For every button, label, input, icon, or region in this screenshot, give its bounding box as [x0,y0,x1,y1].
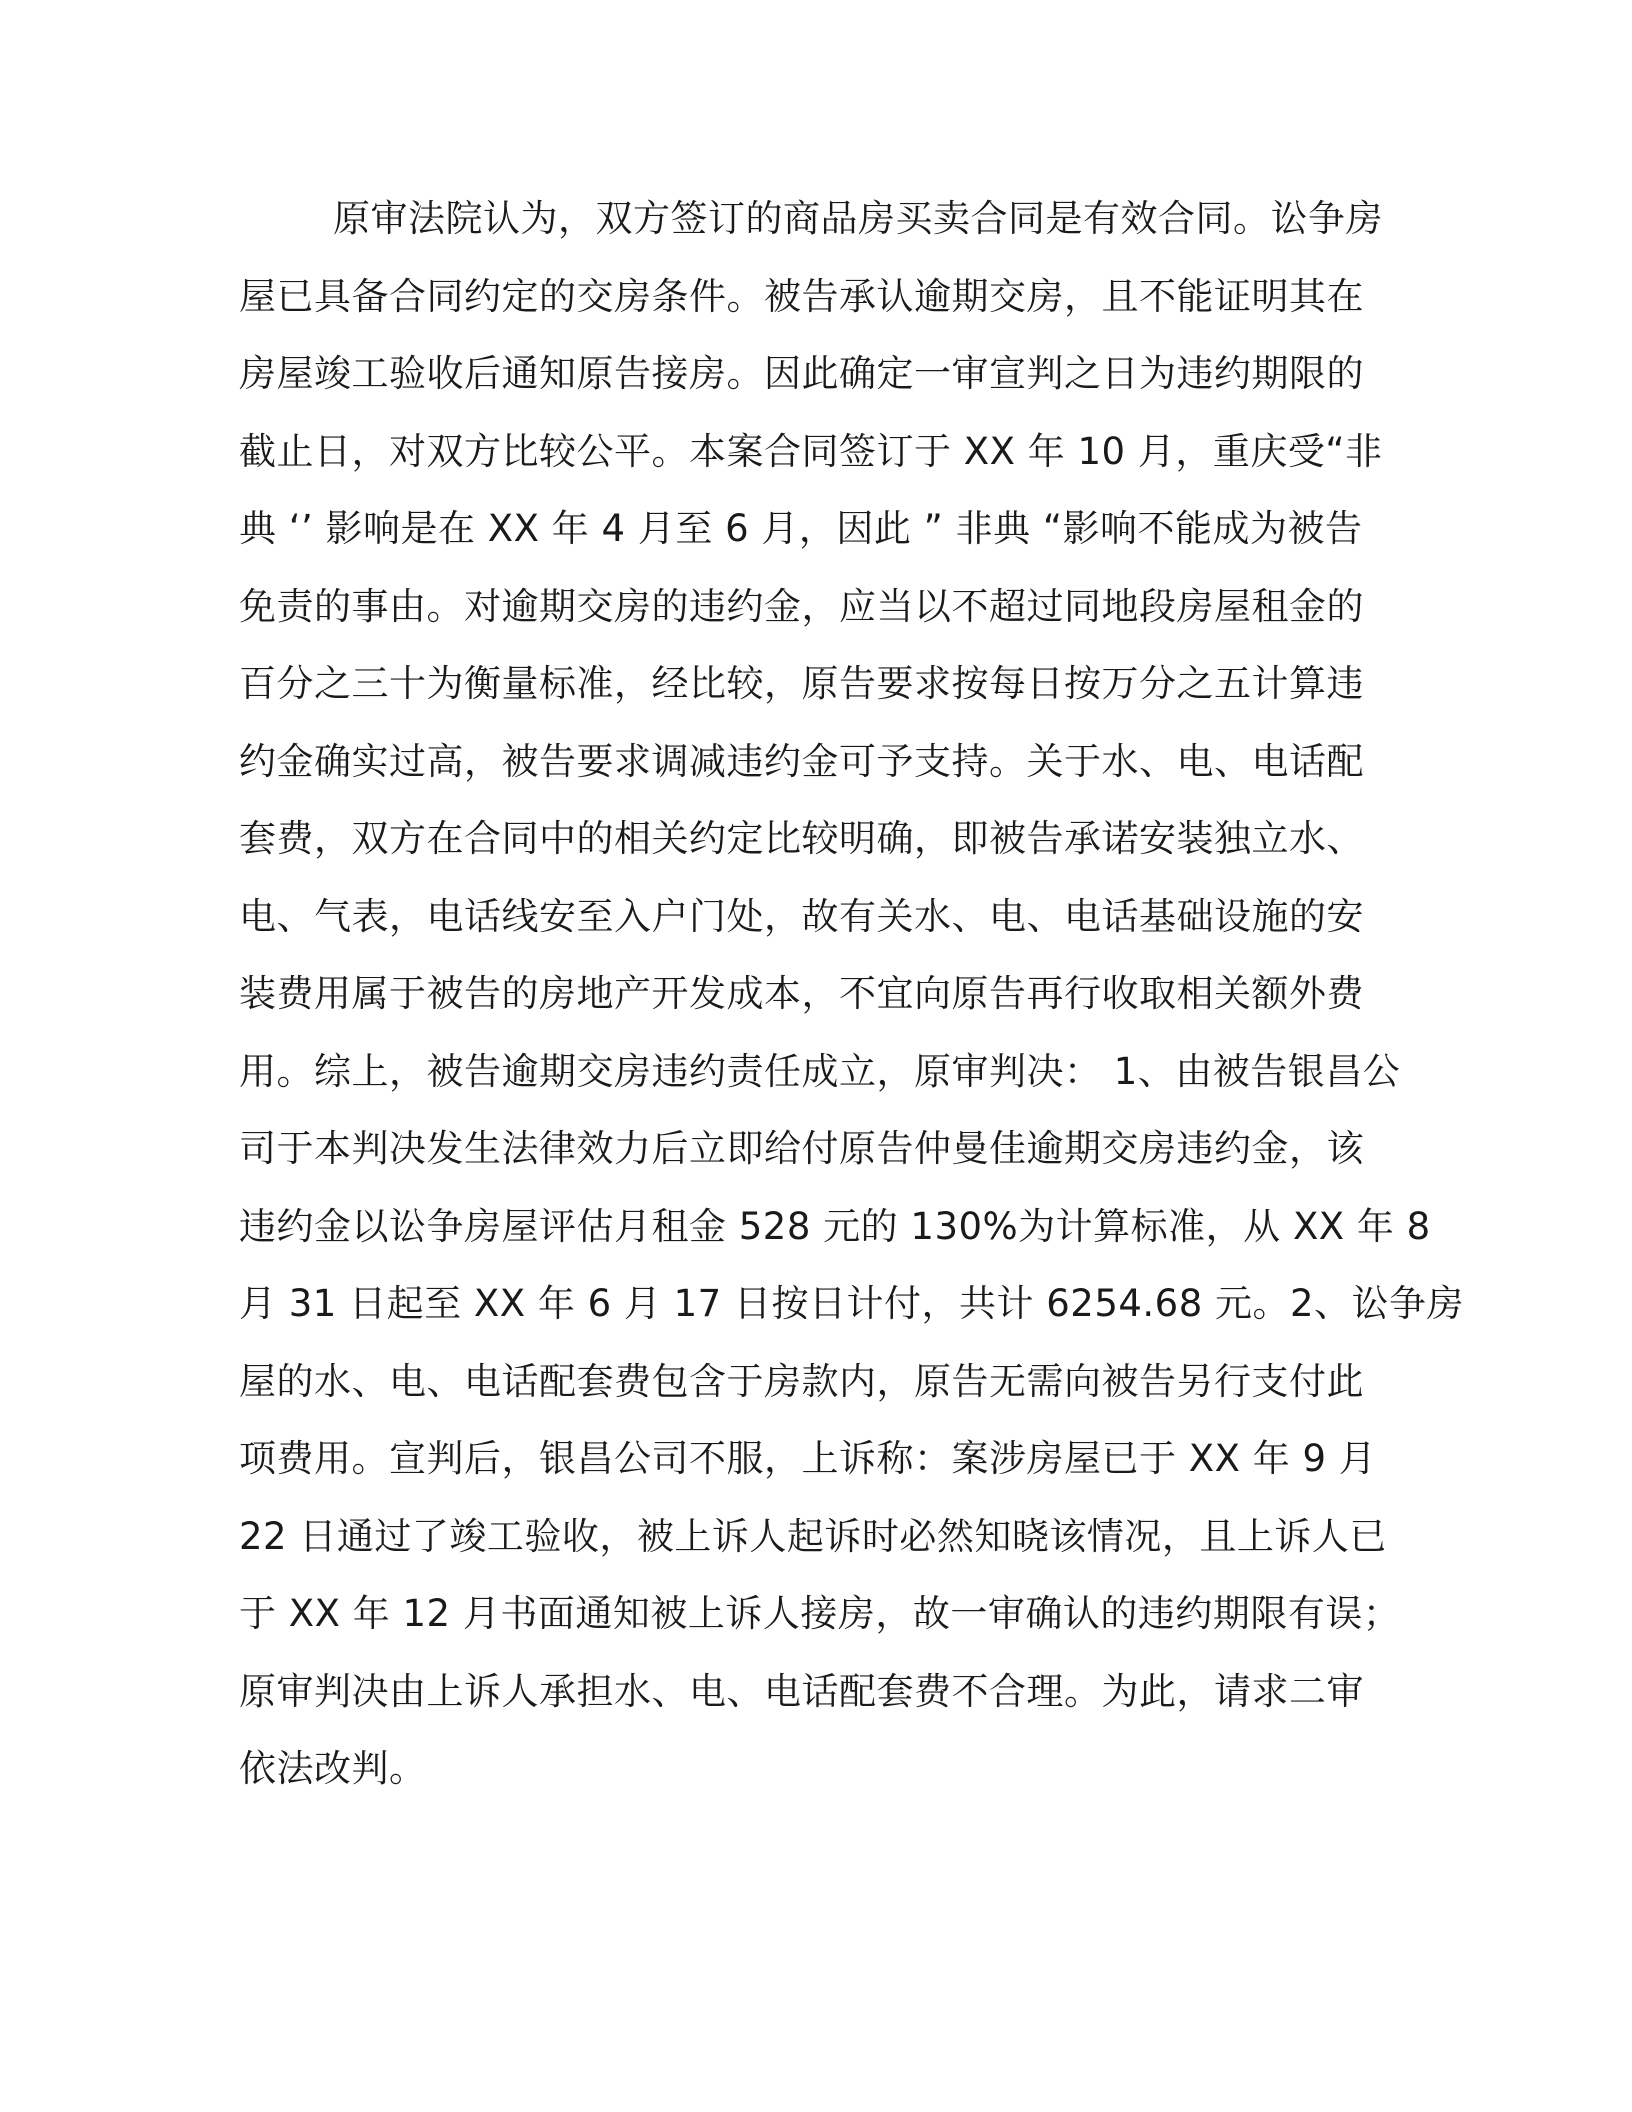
text-line: 月 31 日起至 XX 年 6 月 17 日按日计付，共计 6254.68 元。2、讼争房 [239,1282,1465,1325]
text-line: 22 日通过了竣工验收，被上诉人起诉时必然知晓该情况，且上诉人已 [239,1514,1387,1558]
text-line: 原审法院认为，双方签订的商品房买卖合同是有效合同。讼争房 [333,197,1383,240]
text-line: 依法改判。 [239,1747,427,1790]
text-line: 房屋竣工验收后通知原告接房。因此确定一审宣判之日为违约期限的 [239,352,1364,395]
text-line: 电、气表，电话线安至入户门处，故有关水、电、电话基础设施的安 [239,894,1364,938]
body-paragraph [239,188,1465,1816]
text-line: 原审判决由上诉人承担水、电、电话配套费不合理。为此，请求二审 [239,1669,1364,1713]
text-line: 屋已具备合同约定的交房条件。被告承认逾期交房，且不能证明其在 [239,274,1364,318]
text-line: 典 ‘’ 影响是在 XX 年 4 月至 6 月，因此 ” 非典 “影响不能成为被告 [239,507,1363,550]
text-line: 免责的事由。对逾期交房的违约金，应当以不超过同地段房屋租金的 [239,584,1364,628]
text-line: 用。综上，被告逾期交房违约责任成立，原审判决： 1、由被告银昌公 [239,1049,1401,1093]
text-line: 违约金以讼争房屋评估月租金 528 元的 130%为计算标准，从 XX 年 8 [239,1204,1431,1248]
text-line: 司于本判决发生法律效力后立即给付原告仲曼佳逾期交房违约金，该 [239,1127,1364,1170]
text-line: 装费用属于被告的房地产开发成本，不宜向原告再行收取相关额外费 [239,972,1364,1015]
text-line: 项费用。宣判后，银昌公司不服，上诉称：案涉房屋已于 XX 年 9 月 [239,1437,1377,1480]
text-line: 于 XX 年 12 月书面通知被上诉人接房，故一审确认的违约期限有误； [239,1592,1401,1635]
text-line: 截止日，对双方比较公平。本案合同签订于 XX 年 10 月，重庆受“非 [239,429,1383,473]
text-line: 百分之三十为衡量标准，经比较，原告要求按每日按万分之五计算违 [239,662,1364,705]
text-line: 约金确实过高，被告要求调减违约金可予支持。关于水、电、电话配 [239,739,1364,783]
text-line: 套费，双方在合同中的相关约定比较明确，即被告承诺安装独立水、 [239,817,1364,860]
text-line: 屋的水、电、电话配套费包含于房款内，原告无需向被告另行支付此 [239,1359,1364,1403]
